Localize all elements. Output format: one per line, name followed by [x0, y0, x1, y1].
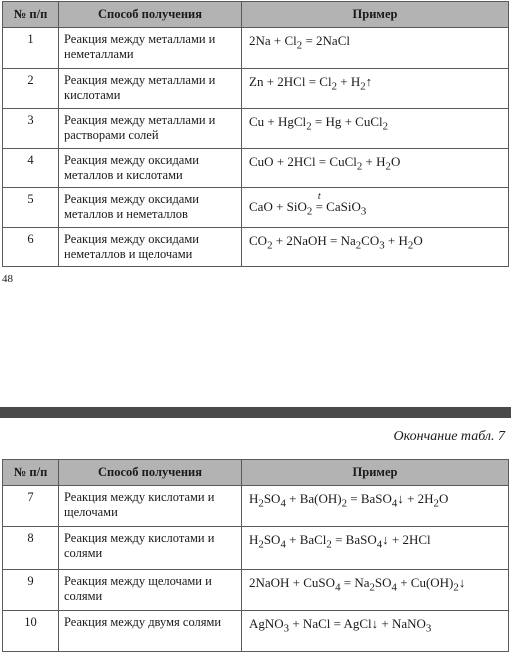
row-example: CuO + 2HCl = CuCl$_2$ + $H_2O$ — [242, 149, 509, 188]
table-row — [3, 28, 509, 69]
header-method: Способ получения — [59, 2, 242, 28]
row-number: 4 — [3, 149, 59, 188]
row-number: 1 — [3, 28, 59, 69]
row-example: $2Na + Cl_2$ = 2NaCl — [242, 28, 509, 69]
table-row — [3, 109, 509, 149]
row-method: Реакция между кислотами и солями — [59, 527, 242, 570]
table-row — [3, 228, 509, 267]
row-number: 9 — [3, 570, 59, 611]
table-header-row — [3, 460, 509, 486]
row-method: Реакция между щелочами и солями — [59, 570, 242, 611]
row-number: 7 — [3, 486, 59, 527]
header-method: Способ получения — [59, 460, 242, 486]
row-example: AgNO$_3$ + NaCl = AgCl↓ + NaNO$_3$ — [242, 611, 509, 652]
header-example: Пример — [242, 460, 509, 486]
header-number: № п/п — [3, 460, 59, 486]
header-number: № п/п — [3, 2, 59, 28]
page-number: 48 — [2, 273, 13, 285]
row-method: Реакция между металлами и растворами солей — [59, 109, 242, 149]
table-row — [3, 611, 509, 652]
table-row — [3, 149, 509, 188]
row-example: CaO + SiO$_2$ t = CaSiO$_3$ — [242, 188, 509, 228]
row-example: Cu + HgCl$_2$ = Hg + CuCl$_2$ — [242, 109, 509, 149]
row-number: 8 — [3, 527, 59, 570]
row-number: 6 — [3, 228, 59, 267]
row-method: Реакция между оксидами металлов и кислотами — [59, 149, 242, 188]
row-example: $H_2SO_4 + Ba(OH)_2$ = BaSO$_4$↓ + $2H_2O$ — [242, 486, 509, 527]
row-method: Реакция между металлами и кислотами — [59, 69, 242, 109]
row-example: $CO_2$ + 2NaOH = $Na_2CO_3 + H_2O$ — [242, 228, 509, 267]
row-example: $Zn + 2HCl = Cl_2$ + $H_2↑$ — [242, 69, 509, 109]
row-example: $H_2SO_4$ + BaCl$_2$ = BaSO$_4$↓ + 2HCl — [242, 527, 509, 570]
table-row — [3, 527, 509, 570]
row-number: 2 — [3, 69, 59, 109]
header-example: Пример — [242, 2, 509, 28]
row-method: Реакция между металлами и неметаллами — [59, 28, 242, 69]
row-example: 2NaOH + CuSO$_4$ = $Na_2SO_4$ + $Cu(OH)_2↓$ — [242, 570, 509, 611]
page-divider — [0, 407, 511, 418]
table-continuation-caption: Окончание табл. 7 — [393, 429, 505, 444]
row-number: 3 — [3, 109, 59, 149]
methods-table-top — [2, 1, 509, 267]
table-row — [3, 486, 509, 527]
methods-table-bottom — [2, 459, 509, 652]
row-method: Реакция между кислотами и щелочами — [59, 486, 242, 527]
row-number: 10 — [3, 611, 59, 652]
table-row — [3, 188, 509, 228]
row-number: 5 — [3, 188, 59, 228]
table-row — [3, 570, 509, 611]
table-row — [3, 69, 509, 109]
table-header-row — [3, 2, 509, 28]
row-method: Реакция между оксидами неметаллов и щелочами — [59, 228, 242, 267]
row-method: Реакция между оксидами металлов и неметаллов — [59, 188, 242, 228]
row-method: Реакция между двумя солями — [59, 611, 242, 652]
